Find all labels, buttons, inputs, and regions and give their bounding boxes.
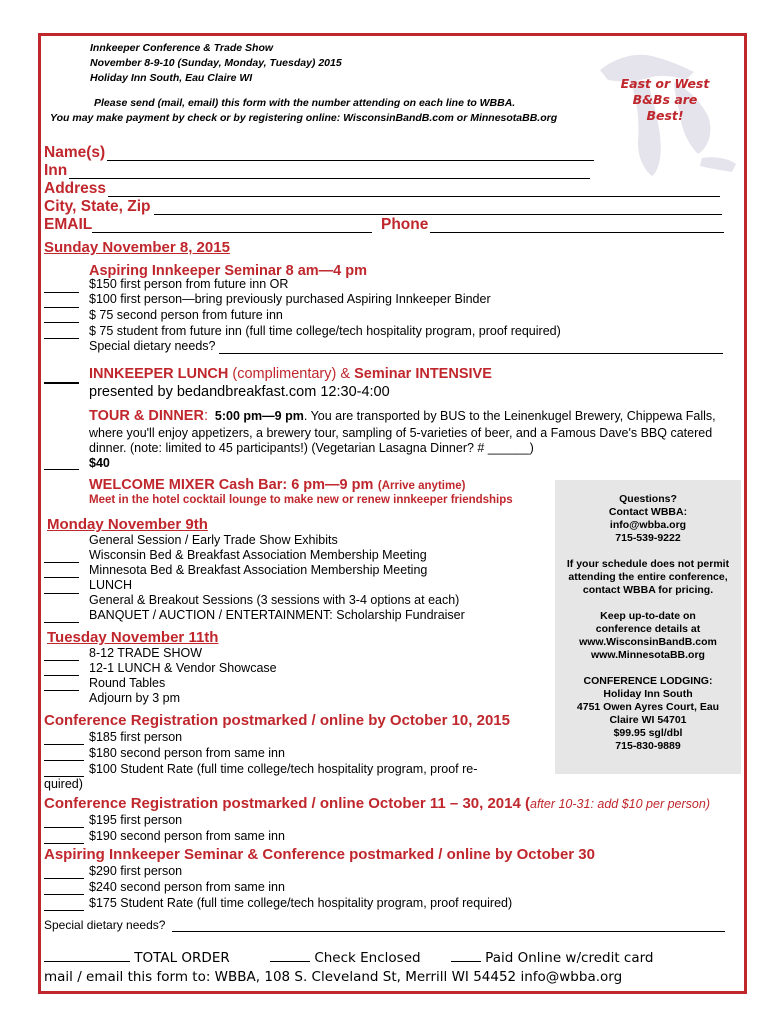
late-registration-title: Conference Registration postmarked / online October 11 – 30, 2014 ( [44, 795, 530, 812]
seminar-item: $ 75 student from future inn (full time college/tech hospitality program, proof required) [89, 324, 561, 338]
tuesday-qty-2[interactable] [44, 675, 79, 676]
combo-item: $240 second person from same inn [89, 880, 285, 894]
early-item: $100 Student Rate (full time college/tech hospitality program, proof re- [89, 762, 478, 776]
city-label: City, State, Zip [44, 198, 151, 215]
sidebar-lodging-title: CONFERENCE LODGING: [583, 675, 713, 687]
sidebar-keep-1: Keep up-to-date on [600, 610, 696, 622]
combo-item: $175 Student Rate (full time college/tech hospitality program, proof required) [89, 896, 513, 910]
sidebar-link-minnesota[interactable]: www.MinnesotaBB.org [591, 649, 705, 661]
late-qty-1[interactable] [44, 827, 84, 828]
tuesday-qty-1[interactable] [44, 660, 79, 661]
late-registration-title-row [44, 795, 710, 813]
tour-text-1: . You are transported by BUS to the Leinenkugel Brewery, Chippewa Falls, [303, 409, 716, 423]
header-title: Innkeeper Conference & Trade Show [90, 42, 274, 54]
tour-text-2: where you'll enjoy appetizers, a brewery tour, sampling of 5-varieties of beer, and a Famous Dave's BBQ catered [89, 426, 713, 440]
lunch-presenter: presented by bedandbreakfast.com 12:30-4:00 [89, 384, 390, 400]
tuesday-item: Round Tables [89, 676, 166, 690]
seminar-dietary-input[interactable] [219, 353, 723, 354]
lunch-title [89, 366, 492, 382]
mixer-title: WELCOME MIXER Cash Bar: 6 pm—9 pm [89, 477, 374, 493]
header-dates: November 8-9-10 (Sunday, Monday, Tuesday) 2015 [90, 57, 342, 69]
combo-qty-1[interactable] [44, 878, 84, 879]
combo-item: $290 first person [89, 864, 183, 878]
combo-qty-2[interactable] [44, 894, 84, 895]
monday-item: LUNCH [89, 578, 133, 592]
early-item-wrap: quired) [44, 777, 83, 791]
late-item: $195 first person [89, 813, 183, 827]
payment-instructions: You may make payment by check or by registering online: WisconsinBandB.com or MinnesotaBB.org [50, 112, 558, 124]
tuesday-item: Adjourn by 3 pm [89, 691, 181, 705]
inn-label: Inn [44, 162, 68, 179]
lunch-title-a: INNKEEPER LUNCH [89, 366, 229, 382]
city-input[interactable] [154, 214, 722, 215]
sidebar-email[interactable]: info@wbba.org [609, 519, 687, 531]
monday-item: BANQUET / AUCTION / ENTERTAINMENT: Scholarship Fundraiser [89, 608, 465, 622]
tour-text-3: dinner. (note: limited to 45 participants!) (Vegetarian Lasagna Dinner? # ______) [89, 441, 534, 455]
seminar-qty-2[interactable] [44, 307, 79, 308]
slogan: East or West B&Bs are Best! [620, 76, 710, 123]
early-item: $185 first person [89, 730, 183, 744]
monday-item: General Session / Early Trade Show Exhibits [89, 533, 338, 547]
mixer-title-row [89, 476, 465, 494]
early-qty-2[interactable] [44, 760, 84, 761]
phone-label: Phone [381, 216, 429, 233]
early-qty-1[interactable] [44, 744, 84, 745]
tour-price: $40 [89, 456, 110, 470]
tuesday-title: Tuesday November 11th [47, 629, 219, 646]
mixer-subtitle: Meet in the hotel cocktail lounge to make new or renew innkeeper friendships [89, 494, 513, 506]
seminar-dietary-label: Special dietary needs? [89, 339, 216, 353]
monday-qty-4[interactable] [44, 622, 79, 623]
combo-registration-title: Aspiring Innkeeper Seminar & Conference postmarked / online by October 30 [44, 846, 595, 863]
monday-qty-2[interactable] [44, 577, 79, 578]
seminar-item: $ 75 second person from future inn [89, 308, 283, 322]
seminar-item: $150 first person from future inn OR [89, 277, 289, 291]
monday-item: Minnesota Bed & Breakfast Association Membership Meeting [89, 563, 428, 577]
tuesday-item: 8-12 TRADE SHOW [89, 646, 202, 660]
sidebar-lodging-phone: 715-830-9889 [615, 740, 681, 752]
check-enclosed-label: Check Enclosed [314, 950, 421, 966]
tour-time: 5:00 pm—9 pm [214, 409, 304, 423]
sidebar-lodging-street: 4751 Owen Ayres Court, Eau [576, 701, 720, 713]
email-label: EMAIL [44, 216, 93, 233]
registration-dietary-input[interactable] [172, 931, 725, 932]
seminar-qty-3[interactable] [44, 322, 79, 323]
sidebar-lodging-city: Claire WI 54701 [609, 714, 687, 726]
sidebar-keep-2: conference details at [595, 623, 701, 635]
late-registration-note: after 10-31: add $10 per person) [530, 797, 710, 811]
seminar-item: $100 first person—bring previously purchased Aspiring Innkeeper Binder [89, 292, 491, 306]
monday-item: Wisconsin Bed & Breakfast Association Membership Meeting [89, 548, 427, 562]
monday-item: General & Breakout Sessions (3 sessions with 3-4 options at each) [89, 593, 460, 607]
monday-qty-3[interactable] [44, 593, 79, 594]
lunch-qty[interactable] [44, 382, 79, 384]
seminar-title: Aspiring Innkeeper Seminar 8 am—4 pm [89, 263, 368, 279]
tour-line-1: TOUR & DINNER: 5:00 pm—9 pm. You are transported by BUS to the Leinenkugel Brewery, Chippewa Falls, [89, 408, 716, 424]
sidebar-schedule-2: attending the entire conference, [568, 571, 728, 583]
sidebar-contact: Contact WBBA: [608, 506, 688, 518]
tuesday-qty-3[interactable] [44, 690, 79, 691]
email-input[interactable] [92, 232, 372, 233]
seminar-qty-1[interactable] [44, 292, 79, 293]
sunday-title: Sunday November 8, 2015 [44, 239, 230, 256]
total-order-input[interactable] [44, 961, 130, 962]
sidebar-link-wisconsin[interactable]: www.WisconsinBandB.com [579, 636, 717, 648]
combo-qty-3[interactable] [44, 910, 84, 911]
tour-title: TOUR & DINNER [89, 408, 204, 424]
phone-input[interactable] [430, 232, 724, 233]
early-registration-title: Conference Registration postmarked / online by October 10, 2015 [44, 712, 510, 729]
tour-qty[interactable] [44, 469, 79, 470]
sidebar-questions: Questions? [619, 493, 677, 505]
footer-order-row [44, 950, 653, 966]
registration-dietary-label: Special dietary needs? [44, 918, 166, 932]
late-item: $190 second person from same inn [89, 829, 285, 843]
sidebar-lodging-hotel: Holiday Inn South [603, 688, 693, 700]
address-label: Address [44, 180, 107, 197]
paid-online-label: Paid Online w/credit card [485, 950, 654, 966]
sidebar-phone: 715-539-9222 [615, 532, 681, 544]
sidebar-schedule-3: contact WBBA for pricing. [582, 584, 714, 596]
mixer-note: (Arrive anytime) [377, 480, 466, 492]
seminar-qty-4[interactable] [44, 338, 79, 339]
tuesday-item: 12-1 LUNCH & Vendor Showcase [89, 661, 277, 675]
sidebar-schedule-1: If your schedule does not permit [566, 558, 730, 570]
header-location: Holiday Inn South, Eau Claire WI [90, 72, 253, 84]
early-item: $180 second person from same inn [89, 746, 285, 760]
paid-online-input[interactable] [451, 961, 481, 962]
address-input[interactable] [108, 196, 720, 197]
monday-qty-1[interactable] [44, 562, 79, 563]
names-input[interactable] [107, 160, 594, 161]
late-qty-2[interactable] [44, 843, 84, 844]
names-label: Name(s) [44, 144, 106, 161]
lunch-title-c: Seminar INTENSIVE [354, 366, 492, 382]
send-instructions: Please send (mail, email) this form with the number attending on each line to WBBA. [94, 97, 516, 109]
inn-input[interactable] [69, 178, 590, 179]
mail-instructions: mail / email this form to: WBBA, 108 S. Cleveland St, Merrill WI 54452 info@wbba.org [44, 969, 623, 985]
check-enclosed-input[interactable] [270, 961, 310, 962]
info-sidebar [555, 480, 741, 774]
lunch-title-b: (complimentary) & [228, 366, 355, 382]
sidebar-lodging-rate: $99.95 sgl/dbl [613, 727, 683, 739]
total-order-label: TOTAL ORDER [134, 950, 230, 966]
monday-title: Monday November 9th [47, 516, 208, 533]
